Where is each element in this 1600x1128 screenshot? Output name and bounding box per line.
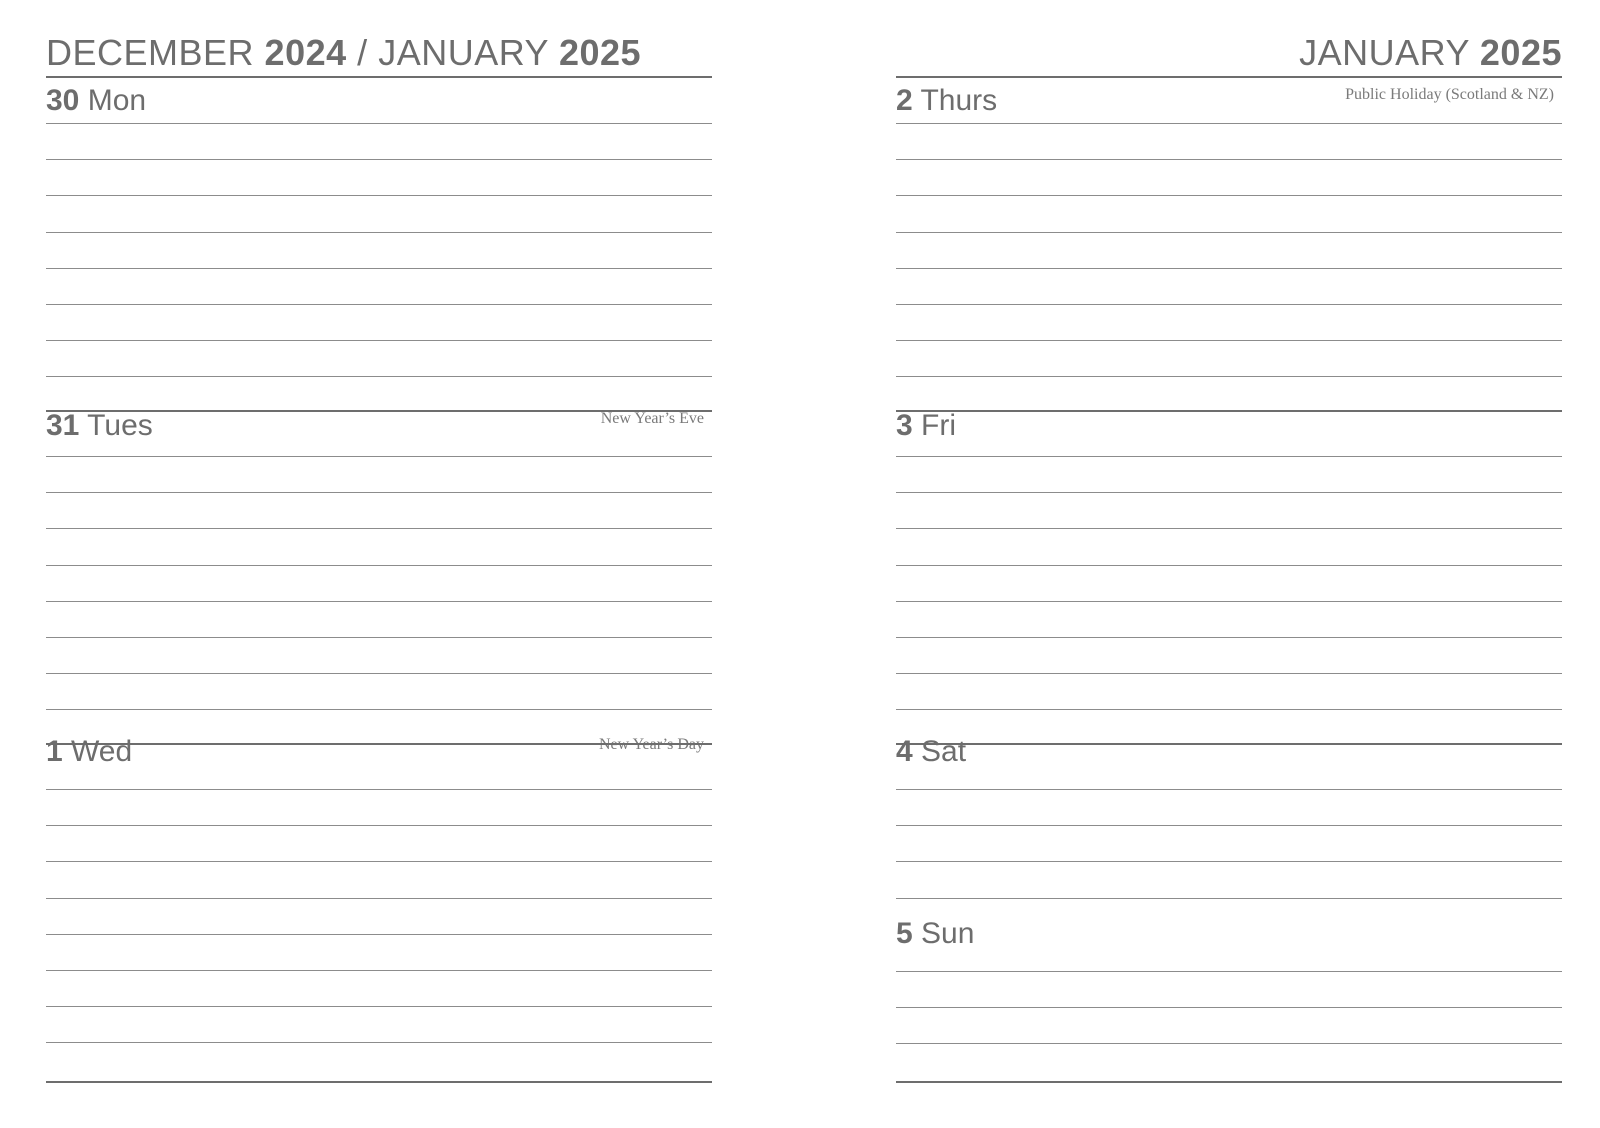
- day-name: Fri: [921, 409, 957, 442]
- writing-line: [896, 565, 1562, 566]
- writing-line: [896, 304, 1562, 305]
- writing-line: [896, 601, 1562, 602]
- writing-line: [46, 789, 712, 790]
- writing-line: [46, 123, 712, 124]
- writing-line: [896, 376, 1562, 377]
- writing-line: [896, 825, 1562, 826]
- writing-line: [896, 232, 1562, 233]
- writing-line: [46, 970, 712, 971]
- writing-line: [46, 1042, 712, 1043]
- writing-line: [896, 789, 1562, 790]
- day-number: 4: [896, 735, 913, 768]
- day-heading-5-sun: [896, 914, 974, 954]
- header-year-2025: 2025: [558, 32, 642, 73]
- day-name: Tues: [87, 409, 153, 442]
- writing-line: [46, 340, 712, 341]
- writing-line: [896, 268, 1562, 269]
- section-divider-line: [896, 1081, 1562, 1083]
- section-divider-line: [896, 410, 1562, 412]
- writing-line: [896, 528, 1562, 529]
- section-divider-line: [896, 743, 1562, 745]
- writing-line: [896, 637, 1562, 638]
- writing-line: [46, 1006, 712, 1007]
- day-heading-2-thurs: [896, 81, 997, 121]
- day-heading-4-sat: [896, 732, 966, 772]
- writing-line: [46, 861, 712, 862]
- header-separator: /: [357, 32, 368, 73]
- writing-line: [46, 898, 712, 899]
- writing-line: [896, 159, 1562, 160]
- section-divider-line: [896, 76, 1562, 78]
- day-heading-31-tues: [46, 406, 153, 446]
- writing-line: [46, 673, 712, 674]
- writing-line: [46, 304, 712, 305]
- header-year-2025: 2025: [1479, 32, 1562, 73]
- writing-line: [46, 232, 712, 233]
- holiday-note-new-years-eve: New Year’s Eve: [600, 410, 704, 427]
- day-name: Sat: [921, 735, 967, 768]
- writing-line: [896, 898, 1562, 899]
- left-diary-page: [46, 0, 712, 1128]
- section-divider-line: [46, 410, 712, 412]
- day-number: 31: [46, 409, 80, 442]
- writing-line: [46, 492, 712, 493]
- holiday-note-new-years-day: New Year’s Day: [598, 736, 704, 753]
- day-number: 5: [896, 917, 913, 950]
- section-divider-line: [46, 76, 712, 78]
- section-divider-line: [46, 1081, 712, 1083]
- day-number: 2: [896, 84, 913, 117]
- right-page-header: [896, 28, 1562, 78]
- header-month-december: DECEMBER: [46, 32, 255, 73]
- writing-line: [896, 456, 1562, 457]
- day-name: Sun: [921, 917, 975, 950]
- writing-line: [46, 565, 712, 566]
- writing-line: [896, 1007, 1562, 1008]
- writing-line: [46, 195, 712, 196]
- day-number: 1: [46, 735, 63, 768]
- day-name: Wed: [71, 735, 133, 768]
- writing-line: [896, 861, 1562, 862]
- day-name: Thurs: [920, 84, 998, 117]
- day-heading-1-wed: [46, 732, 132, 772]
- writing-line: [896, 340, 1562, 341]
- day-heading-3-fri: [896, 406, 956, 446]
- right-diary-page: [896, 0, 1562, 1128]
- writing-line: [896, 492, 1562, 493]
- day-number: 30: [46, 84, 80, 117]
- day-number: 3: [896, 409, 913, 442]
- writing-line: [46, 528, 712, 529]
- writing-line: [896, 971, 1562, 972]
- writing-line: [896, 195, 1562, 196]
- writing-line: [896, 1043, 1562, 1044]
- header-month-january: JANUARY: [1299, 32, 1470, 73]
- header-year-2024: 2024: [264, 32, 347, 73]
- writing-line: [896, 709, 1562, 710]
- writing-line: [46, 825, 712, 826]
- writing-line: [46, 934, 712, 935]
- day-name: Mon: [87, 84, 147, 117]
- writing-line: [896, 673, 1562, 674]
- writing-line: [46, 601, 712, 602]
- header-month-january: JANUARY: [378, 32, 549, 73]
- day-heading-30-mon: [46, 81, 146, 121]
- writing-line: [46, 637, 712, 638]
- writing-line: [46, 456, 712, 457]
- writing-line: [46, 159, 712, 160]
- section-divider-line: [46, 743, 712, 745]
- writing-line: [46, 709, 712, 710]
- writing-line: [46, 376, 712, 377]
- writing-line: [46, 268, 712, 269]
- left-page-header: [46, 28, 712, 78]
- writing-line: [896, 123, 1562, 124]
- holiday-note-public-holiday: Public Holiday (Scotland & NZ): [1345, 86, 1554, 103]
